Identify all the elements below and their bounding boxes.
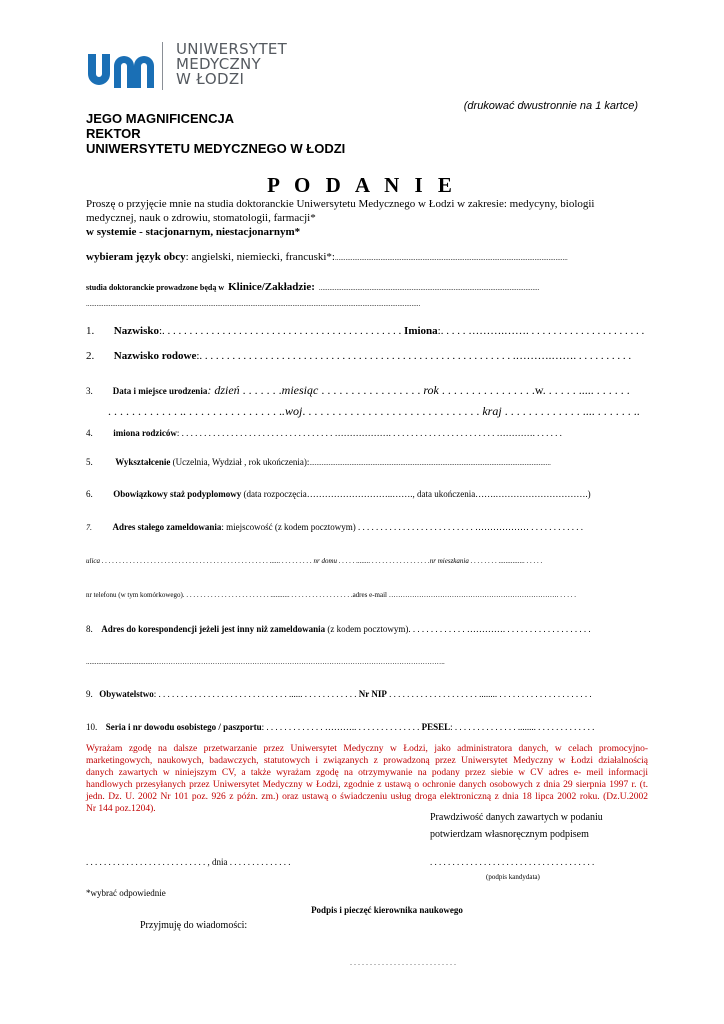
intro-paragraph (86, 197, 648, 239)
field-number: 8. (86, 624, 93, 634)
id-document-dots: : . . . . . . . . . . . . . ……….. . . . . . . . . . . . . . . (261, 722, 420, 732)
nip-label: Nr NIP (358, 689, 387, 699)
pesel-label: PESEL (421, 722, 451, 732)
citizenship-dots: : . . . . . . . . . . . . . . . . . . . . . . . . . . . . . ...... . . . . . . . . . . . . (153, 689, 357, 699)
addressee-line-3: UNIWERSYTETU MEDYCZNEGO W ŁODZI (86, 141, 346, 156)
phone-email-field[interactable] (86, 591, 648, 599)
intro-line-2: medycznej, nauk o zdrowiu, stomatologii, farmacji* (86, 212, 316, 224)
permanent-address-dots: . . . . . . . . . . . . . . . . . . . . . . . . . . ……………… . . . . . . . . . . . . (358, 522, 584, 532)
maiden-name-label: Nazwisko rodowe (113, 350, 197, 362)
maiden-name-dots: :. . . . . . . . . . . . . . . . . . . . . . . . . . . . . . . . . . . . . . . . . . . . . . . . . . . . . . . . . .……….……. . . . . . . . . . . (196, 350, 632, 362)
language-field[interactable] (86, 251, 648, 263)
id-document-label: Seria i nr dowodu osobistego / paszportu (105, 722, 262, 732)
language-dots: ..................................................................................................................................... (334, 254, 568, 262)
field-number: 2. (86, 350, 95, 362)
birth-day-label: : dzień (207, 383, 240, 397)
consent-line-2: marketingowych, naukowych, badawczych, statutowych i związanych z prowadzoną przez Uniwersytet Medyczny w Łodzi działalnością (86, 756, 648, 766)
field-number: 6. (86, 489, 93, 499)
voivodeship-label: .woj (282, 404, 303, 418)
clinic-label: studia doktoranckie prowadzone będą w (86, 283, 225, 292)
education-field[interactable] (86, 457, 648, 467)
field-number: 9. (86, 689, 93, 699)
internship-label: Obowiązkowy staż podyplomowy (113, 489, 242, 499)
correspondence-address-dots: . . . . . . . . . . . . …………. . . . . . . . . . . . . . . . . . . . (412, 624, 591, 634)
logo-line-3: W ŁODZI (176, 70, 245, 88)
language-label: wybieram język obcy (86, 251, 186, 263)
education-dots: .......................................................................................................................................... (309, 459, 551, 467)
permanent-address-field[interactable] (86, 522, 648, 532)
document-heading: P O D A N I E (267, 173, 457, 197)
print-note: (drukować dwustronnie na 1 kartce) (463, 100, 638, 112)
email-label: adres e-mail (352, 591, 387, 599)
internship-field[interactable] (86, 489, 648, 499)
flat-number-dots: . . . . . . . . ............... . . . . . (470, 557, 543, 565)
logo-wordmark (176, 42, 287, 87)
country-dots: . . . . . . . . . . . . . .... . . . . . . .. (504, 404, 640, 418)
supervisor-signature-label: Podpis i pieczęć kierownika naukowego (311, 905, 463, 915)
candidate-signature-caption: (podpis kandydata) (486, 873, 540, 881)
consent-line-3: danych zawartych w niniejszym CV, a także wyrażam zgodę na otrzymywanie na podany przez siebie w CV adres e- meil informacji (86, 768, 648, 778)
pesel-dots: : . . . . . . . . . . . . . . ........ . . . . . . . . . . . . . (450, 722, 595, 732)
field-number: 10. (86, 722, 98, 732)
birth-place-dots: . . . . . . . . . . . . .. . . . . . . . . . . . . . . . . (108, 404, 282, 418)
correspondence-address-line-2[interactable]: .......................................…………………………………………………………………………………………………………….. (86, 658, 445, 666)
addressee-block (86, 111, 345, 156)
citizenship-label: Obywatelstwo (99, 689, 154, 699)
addressee-line-2: REKTOR (86, 126, 141, 141)
first-names-label: Imiona (404, 325, 438, 337)
surname-label: Nazwisko (113, 325, 159, 337)
clinic-line-2[interactable]: ............................................................................................................................................................................................... (86, 300, 421, 308)
birth-field[interactable] (86, 383, 648, 398)
birth-month-label: miesiąc (281, 383, 319, 397)
correspondence-address-field[interactable] (86, 624, 648, 634)
consent-line-1: Wyrażam zgodę na dalsze przetwarzanie przez Uniwersytet Medyczny w Łodzi, jako administratora danych, w celach promocyjno- (86, 744, 648, 754)
field-number: 1. (86, 325, 95, 337)
house-number-dots: . . . . . ........ . . . . . . . . . . . . . . . . . (338, 557, 430, 565)
field-number: 5. (86, 457, 93, 467)
surname-dots: :. . . . . . . . . . . . . . . . . . . . . . . . . . . . . . . . . . . . . . . . . . . . (158, 325, 402, 337)
surname-field[interactable] (86, 325, 648, 337)
street-dots: . . . . . . . . . . . . . . . . . . . . . . . . . . . . . . . . . . . . . . . . . . . . . . . . ...... . . . . . . . . . (101, 557, 312, 565)
education-hint: (Uczelnia, Wydział , rok ukończenia): (172, 457, 310, 467)
field-number: 4. (86, 428, 93, 438)
truthfulness-line-1: Prawdziwość danych zawartych w podaniu (430, 812, 603, 823)
clinic-dots: .............................................................................................................................. (318, 284, 540, 292)
first-names-dots: :. . . . . ……….……. . . . . . . . . . . . . . . . . . . . . . (437, 325, 645, 337)
email-dots: ………………………………………………………………. . . . . . (388, 591, 576, 599)
consent-line-6: Nr 144 poz.1204). (86, 804, 156, 814)
consent-line-4: handlowych przesyłanych przez Uniwersytet Medyczny w Łodzi, zgodnie z ustawą o ochronie danych osobowych z dnia 29 sierpnia 1997 r. (t. (86, 780, 648, 790)
voivodeship-dots: . . . . . . . . . . . . . . . . . . . . . . . . . . . . . . (302, 404, 480, 418)
street-field[interactable] (86, 557, 648, 565)
candidate-signature-field[interactable]: . . . . . . . . . . . . . . . . . . . . . . . . . . . . . . . . . . . . . (430, 857, 595, 867)
place-date-field[interactable]: . . . . . . . . . . . . . . . . . . . . . . . . . . . , dnia . . . . . . . . . . . . . . (86, 857, 291, 867)
phone-dots: . . . . . . . . . . . . . . . . . . . . . . . . ........... . . . . . . . . . . . . . . . . . . (186, 591, 353, 599)
acknowledged-signature-field[interactable]: . . . . . . . . . . . . . . . . . . . . . . . . . . . (350, 958, 456, 967)
house-number-label: nr domu (313, 557, 338, 565)
intro-line-3: w systemie - stacjonarnym, niestacjonarnym* (86, 226, 301, 238)
birth-month-dots: . . . . . . . . . . . . . . . . . (321, 383, 421, 397)
birth-day-dots: . . . . . . . (242, 383, 282, 397)
correspondence-address-hint: (z kodem pocztowym). (327, 624, 411, 634)
correspondence-address-label: Adres do korespondencji jeżeli jest inny niż zameldowania (101, 624, 326, 634)
citizenship-field[interactable] (86, 689, 648, 699)
consent-line-5: jedn. Dz. U. 2002 Nr 101 poz. 926 z późn. zm.) oraz ustawą o świadczeniu usług droga elektroniczną z dnia 18 lipca 2002 roku. (Dz.U.2002 (86, 792, 648, 802)
maiden-name-field[interactable] (86, 350, 648, 362)
education-label: Wykształcenie (115, 457, 171, 467)
logo-line-1: UNIWERSYTET (176, 40, 288, 58)
parents-field[interactable] (86, 428, 648, 438)
internship-dates: (data rozpoczęcia………………………..……., data ukończenia…….………………………….) (243, 489, 591, 499)
language-options: : angielski, niemiecki, francuski*: (185, 251, 335, 263)
um-logo-icon (86, 40, 164, 92)
addressee-line-1: JEGO MAGNIFICENCJA (86, 111, 235, 126)
id-document-field[interactable] (86, 722, 648, 732)
parents-dots: : . . . . . . . . . . . . . . . . . . . . . . . . . . . . . . . . . . ………………. . . . . . . . . . . . . . . . . . . . . . . . …………. . . . . . . (176, 428, 562, 438)
acknowledged-label: Przyjmuję do wiadomości: (140, 920, 248, 931)
logo-line-2: MEDYCZNY (176, 55, 262, 73)
clinic-label-2: Klinice/Zakładzie: (228, 281, 315, 293)
university-logo (86, 40, 286, 95)
permanent-address-hint: : miejscowość (z kodem pocztowym) (221, 522, 356, 532)
street-label: ulica (86, 557, 100, 565)
consent-paragraph (86, 743, 648, 815)
birth-label: Data i miejsce urodzenia (112, 386, 208, 396)
birth-year-label: rok (423, 383, 439, 397)
field-number: 3. (86, 386, 93, 396)
birth-year-dots: . . . . . . . . . . . . . . . .w. . . . . . ..... . . . . . . (441, 383, 630, 397)
truthfulness-line-2: potwierdzam własnoręcznym podpisem (430, 829, 589, 840)
flat-number-label: nr mieszkania (429, 557, 469, 565)
nip-dots: . . . . . . . . . . . . . . . . . . . . ........ . . . . . . . . . . . . . . . . . . . . . (389, 689, 592, 699)
clinic-field[interactable] (86, 277, 648, 295)
intro-line-1: Proszę o przyjęcie mnie na studia doktoranckie Uniwersytetu Medycznego w Łodzi w zakresie: medycyny, biologii (86, 198, 595, 210)
permanent-address-label: Adres stałego zameldowania (112, 522, 222, 532)
country-label: kraj (482, 404, 502, 418)
birth-field-line-2[interactable] (108, 404, 648, 419)
parents-label: imiona rodziców (113, 428, 177, 438)
phone-label: nr telefonu (w tym komórkowego). (86, 591, 185, 599)
footnote: *wybrać odpowiednie (86, 888, 166, 898)
field-number: 7. (86, 523, 92, 532)
